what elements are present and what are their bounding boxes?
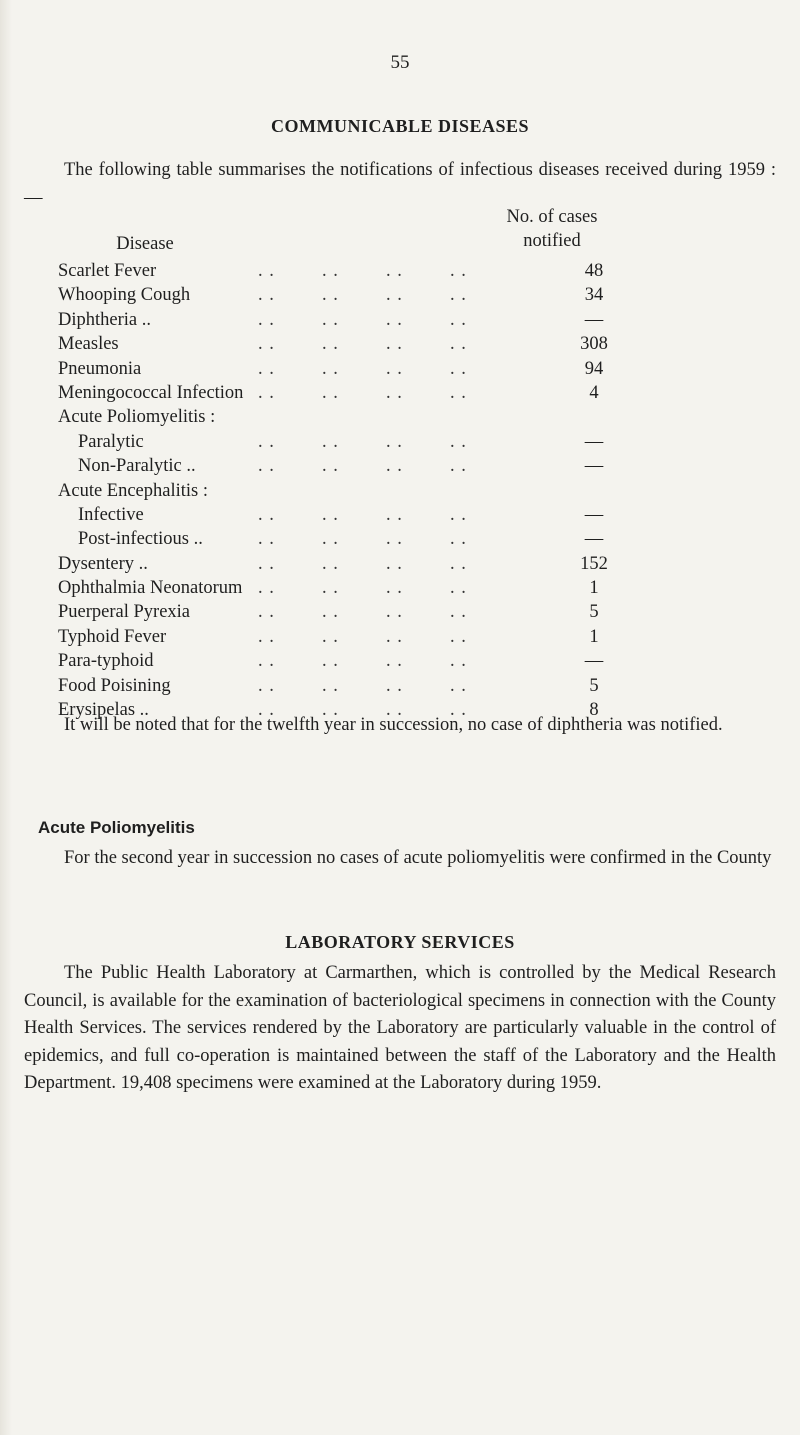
section-title: COMMUNICABLE DISEASES [270, 116, 530, 136]
cases-value: — [584, 431, 604, 452]
diphtheria-note: It will be noted that for the twelfth year in succession, no case of diphtheria was notified. [64, 715, 723, 735]
polio-paragraph: For the second year in succession no cases of acute poliomyelitis were confirmed in the County [64, 848, 772, 868]
polio-heading: Acute Poliomyelitis [38, 818, 195, 837]
disease-table [0, 259, 800, 722]
cases-value: — [584, 529, 604, 550]
page-number: 55 [390, 52, 410, 73]
table-row [0, 527, 800, 551]
cases-value: 5 [589, 602, 599, 623]
leader-dots: . . . . . . . . [258, 578, 467, 599]
disease-name: Measles [58, 334, 119, 355]
laboratory-paragraph: The Public Health Laboratory at Carmarthen, which is controlled by the Medical Research Council, is available for the examination of bacteriological specimens in connection with the County Health Services. The services rendered by the Laboratory are particularly valuable in the control of epidemics, and full co-operation is maintained between the staff of the Laboratory and the Health Department. 19,408 specimens were examined at the Laboratory during 1959. [24, 963, 776, 1093]
table-row [0, 503, 800, 527]
disease-name: Meningococcal Infection [58, 382, 244, 403]
table-row [0, 308, 800, 332]
leader-dots: . . . . . . . . [258, 504, 467, 525]
disease-name: Dysentery .. [58, 553, 148, 574]
leader-dots: . . . . . . . . [258, 334, 467, 355]
cases-value: 94 [584, 358, 604, 379]
disease-name: Acute Encephalitis : [58, 480, 209, 501]
cases-value: — [584, 504, 604, 525]
table-row [0, 674, 800, 698]
cases-value: 8 [589, 700, 599, 721]
table-row [0, 576, 800, 600]
cases-value: 4 [589, 382, 599, 403]
disease-name: Infective [78, 504, 144, 525]
leader-dots: . . . . . . . . [258, 285, 467, 306]
table-row [0, 649, 800, 673]
cases-value: — [584, 651, 604, 672]
table-row [0, 405, 800, 429]
cases-value: 1 [589, 578, 599, 599]
cases-value: 152 [580, 553, 608, 574]
table-row [0, 332, 800, 356]
leader-dots: . . . . . . . . [258, 675, 467, 696]
leader-dots: . . . . . . . . [258, 529, 467, 550]
disease-name: Scarlet Fever [58, 261, 157, 281]
table-row [0, 381, 800, 405]
table-row [0, 283, 800, 307]
leader-dots: . . . . . . . . [258, 382, 467, 403]
table-row [0, 552, 800, 576]
disease-name: Typhoid Fever [58, 626, 167, 647]
disease-name: Pneumonia [58, 358, 142, 379]
table-row [0, 479, 800, 503]
leader-dots: . . . . . . . . [258, 261, 467, 281]
leader-dots: . . . . . . . . [258, 553, 467, 574]
laboratory-heading: LABORATORY SERVICES [285, 932, 515, 952]
disease-name: Food Poisining [58, 675, 171, 696]
cases-value: 5 [589, 675, 599, 696]
intro-paragraph: The following table summarises the notifications of infectious diseases received during 1959 :— [24, 160, 776, 208]
disease-name: Para-typhoid [58, 651, 154, 672]
disease-name: Erysipelas .. [58, 700, 149, 721]
table-row [0, 600, 800, 624]
cases-value: 34 [584, 285, 604, 306]
disease-name: Ophthalmia Neonatorum [58, 578, 243, 599]
cases-value: — [584, 309, 604, 330]
cases-value: 308 [580, 334, 608, 355]
disease-name: Post-infectious .. [78, 529, 203, 550]
cases-value: 48 [584, 261, 604, 281]
table-row [0, 430, 800, 454]
leader-dots: . . . . . . . . [258, 700, 467, 721]
cases-value: 1 [589, 626, 599, 647]
column-header-cases: No. of cases notified [506, 207, 598, 251]
table-row [0, 454, 800, 478]
cases-value: — [584, 456, 604, 477]
leader-dots: . . . . . . . . [258, 456, 467, 477]
leader-dots: . . . . . . . . [258, 309, 467, 330]
leader-dots: . . . . . . . . [258, 358, 467, 379]
leader-dots: . . . . . . . . [258, 651, 467, 672]
leader-dots: . . . . . . . . [258, 431, 467, 452]
column-header-disease: Disease [116, 234, 174, 254]
leader-dots: . . . . . . . . [258, 626, 467, 647]
table-row [0, 357, 800, 381]
disease-name: Diphtheria .. [58, 309, 151, 330]
table-row [0, 259, 800, 283]
leader-dots: . . . . . . . . [258, 602, 467, 623]
disease-name: Paralytic [78, 431, 144, 452]
table-row [0, 625, 800, 649]
disease-name: Puerperal Pyrexia [58, 602, 191, 623]
disease-name: Acute Poliomyelitis : [58, 407, 216, 428]
disease-name: Non-Paralytic .. [78, 456, 196, 477]
disease-name: Whooping Cough [58, 285, 191, 306]
